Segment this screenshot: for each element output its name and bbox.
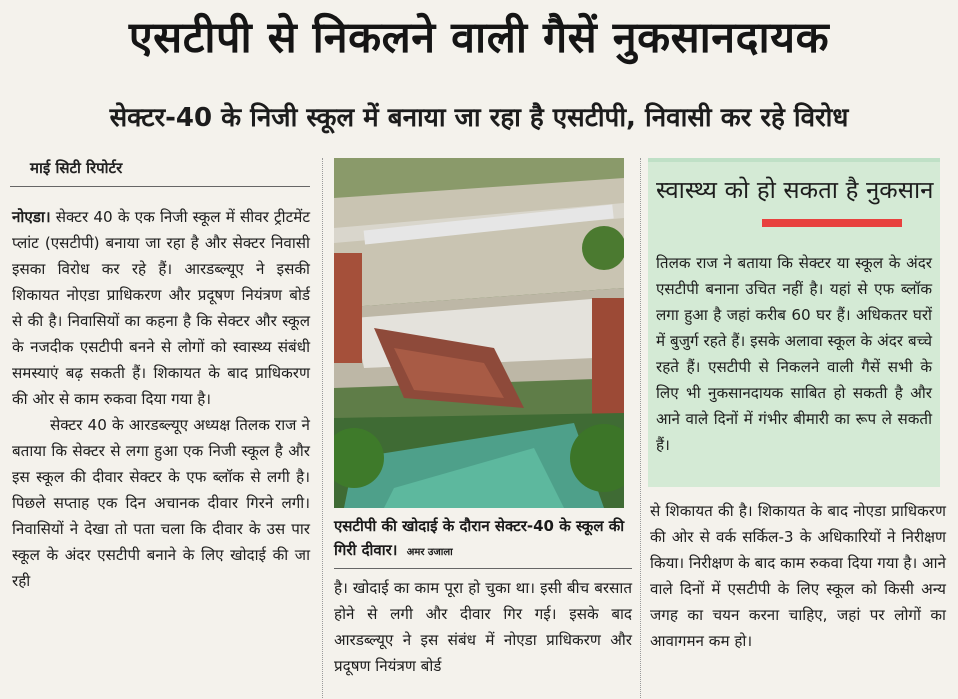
article-column-middle	[334, 575, 632, 679]
photo-credit: अमर उजाला	[406, 547, 453, 558]
wall-collapse-photo	[334, 158, 624, 508]
dateline: नोएडा।	[12, 208, 51, 226]
sidebar-box-title: स्वास्थ्य को हो सकता है नुकसान	[656, 176, 934, 204]
sidebar-box-text: तिलक राज ने बताया कि सेक्टर या स्कूल के अंदर एसटीपी बनाना उचित नहीं है। यहां से एफ ब्लॉक लगा हुआ है जहां करीब 60 घर हैं। अधिकतर घरों में बुजुर्ग रहते हैं। इसके अलावा स्कूल के अंदर बच्चे रहते हैं। एसटीपी से निकलने वाली गैसें सभी के लिए भी नुकसानदायक साबित हो सकती है और आने वाले दिनों में गंभीर बीमारी का रूप ले सकती हैं।	[656, 254, 932, 454]
caption-text: एसटीपी की खोदाई के दौरान सेक्टर-40 के स्कूल की गिरी दीवार।	[334, 517, 625, 559]
article-column-left	[12, 204, 310, 594]
byline: माई सिटी रिपोर्टर	[30, 159, 123, 177]
column-divider-2	[640, 158, 641, 698]
article-paragraph-3: है। खोदाई का काम पूरा हो चुका था। इसी बीच बरसात होने से लगी और दीवार गिर गई। इसके बाद आरडब्ल्यूए ने इस संबंध में नोएडा प्राधिकरण और प्रदूषण नियंत्रण बोर्ड	[334, 579, 632, 675]
sidebar-box	[648, 158, 940, 487]
byline-divider	[10, 186, 310, 187]
caption-divider	[334, 568, 632, 569]
article-column-right	[650, 498, 946, 654]
red-accent-bar	[762, 219, 902, 227]
paragraph-1-text: सेक्टर 40 के एक निजी स्कूल में सीवर ट्रीटमेंट प्लांट (एसटीपी) बनाया जा रहा है और सेक्टर निवासी इसका विरोध कर रहे हैं। आरडब्ल्यूए ने इसकी शिकायत नोएडा प्राधिकरण और प्रदूषण नियंत्रण बोर्ड से की है। निवासियों का कहना है कि सेक्टर और स्कूल के नजदीक एसटीपी बनने से लोगों को स्वास्थ्य संबंधी समस्याएं बढ़ सकती हैं। शिकायत के बाद प्राधिकरण की ओर से काम रुकवा दिया गया है।	[12, 208, 311, 408]
article-paragraph-2: सेक्टर 40 के आरडब्ल्यूए अध्यक्ष तिलक राज ने बताया कि सेक्टर से लगा हुआ एक निजी स्कूल है और इस स्कूल की दीवार सेक्टर के एफ ब्लॉक से लगी है। पिछले सप्ताह एक दिन अचानक दीवार गिरने लगी। निवासियों ने देखा तो पता चला कि दीवार के उस पार स्कूल के अंदर एसटीपी बनाने के लिए खोदाई की जा रही	[12, 416, 310, 590]
subheadline: सेक्टर-40 के निजी स्कूल में बनाया जा रहा है एसटीपी, निवासी कर रहे विरोध	[109, 103, 849, 133]
headline: एसटीपी से निकलने वाली गैसें नुकसानदायक	[128, 13, 830, 63]
column-divider-1	[322, 158, 323, 698]
photo-caption	[334, 514, 632, 565]
article-paragraph-1	[12, 204, 310, 412]
photo-illustration	[334, 158, 624, 508]
article-paragraph-4: से शिकायत की है। शिकायत के बाद नोएडा प्राधिकरण की ओर से वर्क सर्किल-3 के अधिकारियों ने निरीक्षण किया। निरीक्षण के बाद काम रुकवा दिया गया है। आने वाले दिनों में एसटीपी के लिए स्कूल को किसी अन्य जगह का चयन करना चाहिए, जहां पर लोगों का आवागमन कम हो।	[650, 502, 946, 650]
